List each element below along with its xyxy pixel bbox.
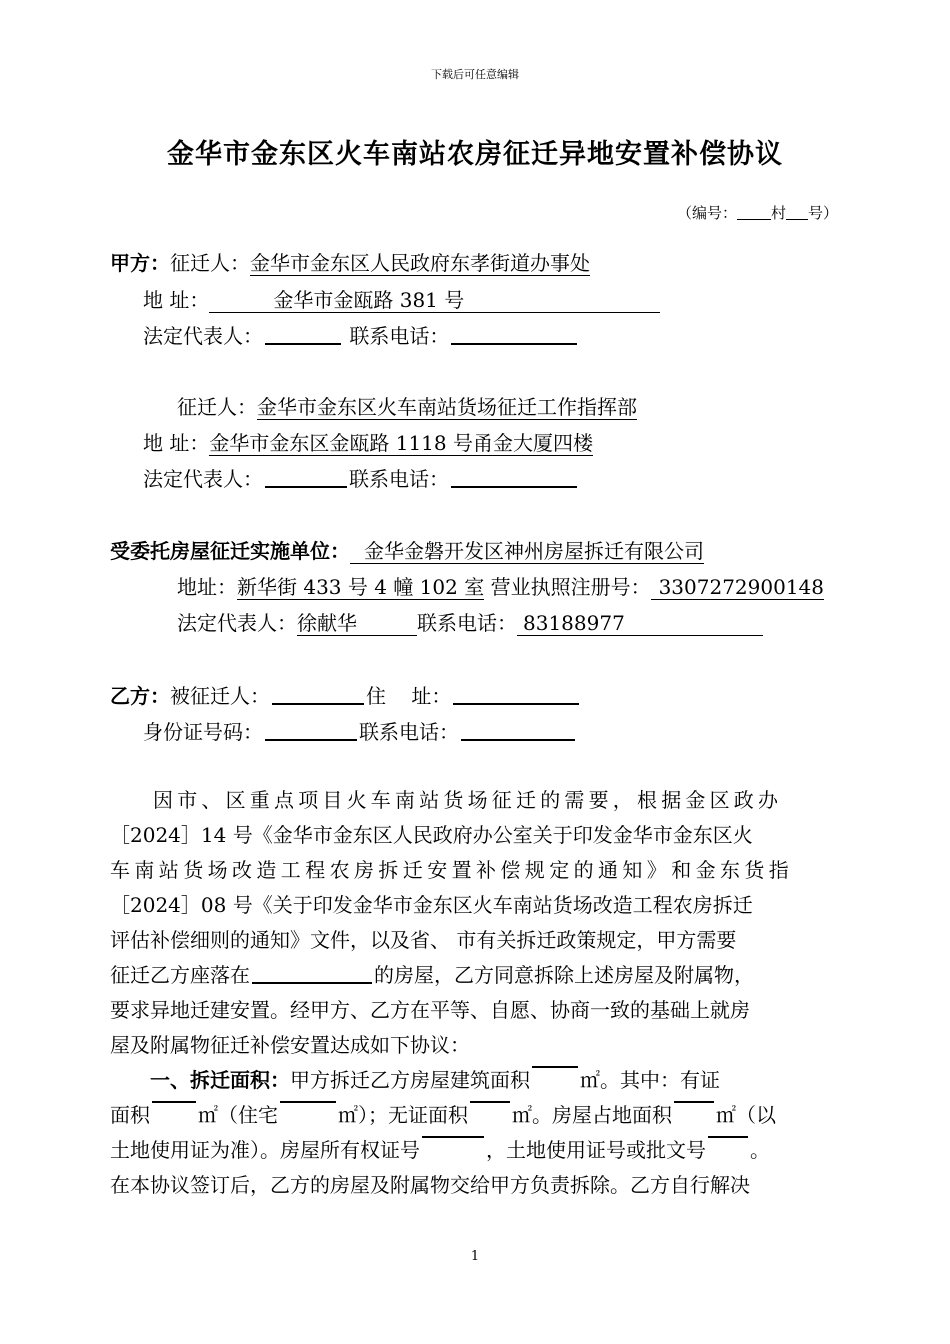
s1-land-cert-label: ，土地使用证号或批文号 bbox=[486, 1138, 706, 1162]
party-b-id-row bbox=[143, 716, 577, 745]
party-a-label: 甲方： bbox=[110, 251, 170, 275]
s1-no-cert-blank bbox=[470, 1100, 510, 1103]
agency-rep: 徐献华 bbox=[297, 611, 417, 636]
page-number: 1 bbox=[470, 1249, 480, 1264]
body-line-7 bbox=[110, 993, 840, 1028]
agency-phone: 83188977 bbox=[517, 611, 763, 636]
section-1-line-1 bbox=[110, 1063, 840, 1098]
location-prefix: 征迁乙方座落在 bbox=[110, 963, 250, 987]
doc-no-prefix: （编号： bbox=[676, 204, 737, 222]
document-title: 金华市金东区火车南站农房征迁异地安置补偿协议 bbox=[167, 139, 783, 170]
body-line-7-text: 要求异地迁建安置。经甲方、乙方在平等、自愿、协商一致的基础上就房 bbox=[110, 998, 750, 1022]
party-a-address-1-row bbox=[143, 284, 660, 313]
rep-2-blank bbox=[265, 485, 347, 488]
s1-land-cert-blank bbox=[708, 1135, 748, 1138]
party-a-rep-2-row bbox=[143, 463, 579, 492]
s1-land-area-unit: ㎡（以 bbox=[716, 1103, 776, 1127]
s1-land-area-label: ㎡。房屋占地面积 bbox=[512, 1103, 672, 1127]
body-line-8 bbox=[110, 1028, 840, 1063]
rep-1-blank bbox=[265, 342, 341, 345]
s1-line-4-text: 在本协议签订后，乙方的房屋及附属物交给甲方负责拆除。乙方自行解决 bbox=[110, 1173, 750, 1197]
person-blank bbox=[272, 702, 364, 705]
s1-property-cert-label: 土地使用证为准）。房屋所有权证号 bbox=[110, 1138, 420, 1162]
agency-address-label: 地址： bbox=[177, 575, 237, 599]
collector-2-label: 征迁人： bbox=[177, 395, 257, 419]
s1-residential-blank bbox=[280, 1100, 336, 1103]
body-line-6-text bbox=[110, 958, 754, 993]
s1-residential-label: ㎡（住宅 bbox=[198, 1103, 278, 1127]
s1-land-cert-end: 。 bbox=[750, 1138, 770, 1162]
agency-label: 受委托房屋征迁实施单位： bbox=[110, 539, 350, 563]
residence-blank bbox=[453, 702, 579, 705]
body-paragraph bbox=[110, 783, 840, 1203]
section-1-heading: 一、拆迁面积： bbox=[150, 1068, 290, 1092]
agency-license-label: 营业执照注册号： bbox=[490, 575, 651, 599]
body-line-6 bbox=[110, 958, 840, 993]
collector-1-name: 金华市金东区人民政府东孝街道办事处 bbox=[250, 251, 590, 275]
document-number bbox=[677, 202, 838, 223]
body-line-4-text: ［2024］08 号《关于印发金华市金东区火车南站货场改造工程农房拆迁 bbox=[110, 893, 753, 917]
person-label: 被征迁人： bbox=[170, 684, 270, 708]
id-label: 身份证号码： bbox=[143, 720, 263, 744]
address-label: 地 址： bbox=[143, 288, 210, 312]
body-line-2 bbox=[110, 818, 840, 853]
rep-label: 法定代表人： bbox=[143, 324, 263, 348]
s1-building-area-unit: ㎡。其中：有证 bbox=[580, 1068, 720, 1092]
doc-no-village-blank bbox=[737, 218, 771, 220]
phone-1-blank bbox=[451, 342, 577, 345]
section-1-line-2 bbox=[110, 1098, 840, 1133]
body-line-3-text: 车南站货场改造工程农房拆迁安置补偿规定的通知》和金东货指 bbox=[110, 858, 794, 882]
body-line-5 bbox=[110, 923, 840, 958]
phone-2-blank bbox=[451, 485, 577, 488]
address-1-value: 金华市金瓯路 381 号 bbox=[209, 288, 660, 313]
collector-label: 征迁人： bbox=[170, 251, 250, 275]
residence-label: 住 址： bbox=[366, 684, 452, 708]
address-2-label: 地 址： bbox=[143, 431, 210, 455]
body-line-8-text: 屋及附属物征迁补偿安置达成如下协议： bbox=[110, 1033, 470, 1057]
agency-phone-label: 联系电话： bbox=[417, 611, 517, 635]
header-note: 下载后可任意编辑 bbox=[431, 68, 519, 81]
party-b-phone-label: 联系电话： bbox=[359, 720, 459, 744]
location-suffix: 的房屋，乙方同意拆除上述房屋及附属物， bbox=[374, 963, 754, 987]
agency-rep-row bbox=[177, 607, 763, 636]
s1-land-area-blank bbox=[674, 1100, 714, 1103]
party-a-collector-1-row bbox=[110, 247, 590, 276]
agency-name: 金华金磐开发区神州房屋拆迁有限公司 bbox=[350, 539, 704, 564]
s1-no-cert-label: ㎡）；无证面积 bbox=[338, 1103, 468, 1127]
agency-name-row bbox=[110, 535, 704, 564]
section-1-line-4 bbox=[110, 1168, 840, 1203]
agency-address: 新华街 433 号 4 幢 102 室 bbox=[237, 575, 485, 599]
id-blank bbox=[265, 738, 357, 741]
rep-2-label: 法定代表人： bbox=[143, 467, 263, 491]
body-line-1 bbox=[110, 783, 840, 818]
agency-license: 3307272900148 bbox=[651, 575, 824, 600]
s1-building-area-blank bbox=[532, 1065, 578, 1068]
body-line-1-text: 因市、区重点项目火车南站货场征迁的需要，根据金区政办 bbox=[153, 788, 783, 812]
phone-label: 联系电话： bbox=[349, 324, 450, 348]
address-2-value: 金华市金东区金瓯路 1118 号甬金大厦四楼 bbox=[209, 431, 593, 455]
body-line-5-text: 评估补偿细则的通知》文件，以及省、 市有关拆迁政策规定，甲方需要 bbox=[110, 928, 737, 952]
party-b-label: 乙方： bbox=[110, 684, 170, 708]
s1-cert-area-label: 面积 bbox=[110, 1103, 150, 1127]
party-a-collector-2-row bbox=[177, 391, 637, 420]
agency-address-row bbox=[177, 571, 824, 600]
phone-2-label: 联系电话： bbox=[349, 467, 449, 491]
party-b-person-row bbox=[110, 680, 581, 709]
party-a-rep-1-row bbox=[143, 320, 579, 349]
s1-property-cert-blank bbox=[422, 1135, 484, 1138]
collector-2-name: 金华市金东区火车南站货场征迁工作指挥部 bbox=[257, 395, 637, 419]
body-line-4 bbox=[110, 888, 840, 923]
party-a-address-2-row bbox=[143, 427, 593, 456]
body-line-3 bbox=[110, 853, 840, 888]
body-line-2-text: ［2024］14 号《金华市金东区人民政府办公室关于印发金华市金东区火 bbox=[110, 823, 753, 847]
doc-no-suffix: 号） bbox=[807, 204, 838, 222]
section-1-line-3 bbox=[110, 1133, 840, 1168]
doc-no-number-blank bbox=[786, 218, 808, 220]
party-b-phone-blank bbox=[461, 738, 575, 741]
s1-cert-area-blank bbox=[152, 1100, 196, 1103]
doc-no-village: 村 bbox=[770, 204, 786, 222]
location-blank bbox=[252, 981, 372, 984]
agency-rep-label: 法定代表人： bbox=[177, 611, 297, 635]
s1-building-area-label: 甲方拆迁乙方房屋建筑面积 bbox=[290, 1068, 530, 1092]
